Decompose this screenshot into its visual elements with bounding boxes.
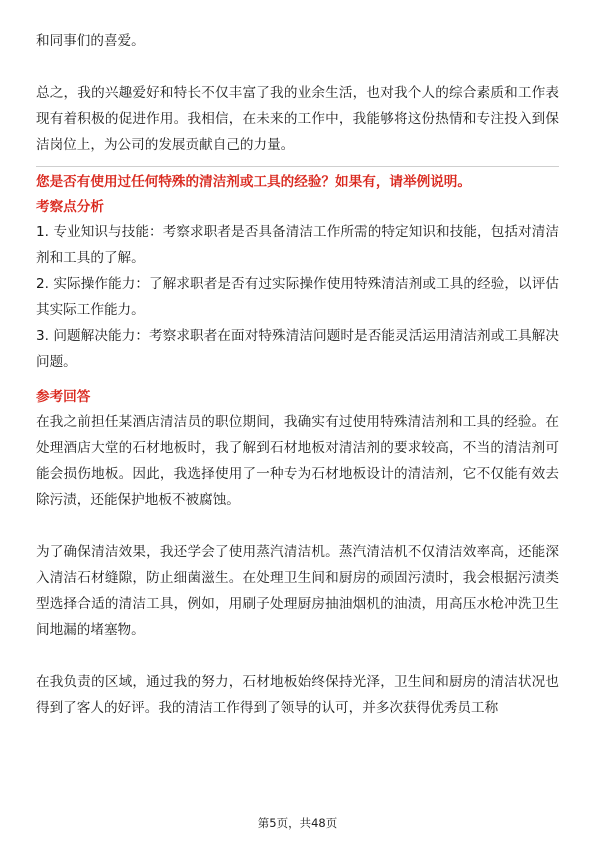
document-page	[36, 28, 559, 721]
answer-paragraph-2: 为了确保清洁效果，我还学会了使用蒸汽清洁机。蒸汽清洁机不仅清洁效率高，还能深入清洁石材缝隙，防止细菌滋生。在处理卫生间和厨房的顽固污渍时，我会根据污渍类型选择合适的清洁工具，例如，用刷子处理厨房抽油烟机的油渍，用高压水枪冲洗卫生间地漏的堵塞物。	[36, 544, 559, 638]
spacer	[36, 54, 559, 80]
spacer	[36, 513, 559, 539]
analysis-item-1: 1. 专业知识与技能：考察求职者是否具备清洁工作所需的特定知识和技能，包括对清洁剂和工具的了解。	[36, 224, 559, 266]
spacer	[36, 375, 559, 385]
summary-paragraph: 总之，我的兴趣爱好和特长不仅丰富了我的业余生活，也对我个人的综合素质和工作表现有着积极的促进作用。我相信，在未来的工作中，我能够将这份热情和专注投入到保洁岗位上，为公司的发展贡献自己的力量。	[36, 85, 559, 153]
section-divider	[36, 166, 559, 167]
answer-paragraph-3: 在我负责的区域，通过我的努力，石材地板始终保持光泽，卫生间和厨房的清洁状况也得到了客人的好评。我的清洁工作得到了领导的认可，并多次获得优秀员工称	[36, 674, 559, 716]
spacer	[36, 643, 559, 669]
answer-paragraph-1: 在我之前担任某酒店清洁员的职位期间，我确实有过使用特殊清洁剂和工具的经验。在处理酒店大堂的石材地板时，我了解到石材地板对清洁剂的要求较高，不当的清洁剂可能会损伤地板。因此，我选择使用了一种专为石材地板设计的清洁剂，它不仅能有效去除污渍，还能保护地板不被腐蚀。	[36, 414, 559, 508]
question-heading: 您是否有使用过任何特殊的清洁剂或工具的经验？如果有，请举例说明。	[36, 174, 471, 190]
analysis-item-2: 2. 实际操作能力：了解求职者是否有过实际操作使用特殊清洁剂或工具的经验，以评估其实际工作能力。	[36, 276, 559, 318]
answer-title: 参考回答	[36, 389, 91, 405]
page-number-footer: 第5页，共48页	[257, 816, 338, 830]
analysis-item-3: 3. 问题解决能力：考察求职者在面对特殊清洁问题时是否能灵活运用清洁剂或工具解决问题。	[36, 328, 559, 370]
analysis-title: 考察点分析	[36, 199, 104, 215]
intro-tail-text: 和同事们的喜爱。	[36, 33, 145, 49]
